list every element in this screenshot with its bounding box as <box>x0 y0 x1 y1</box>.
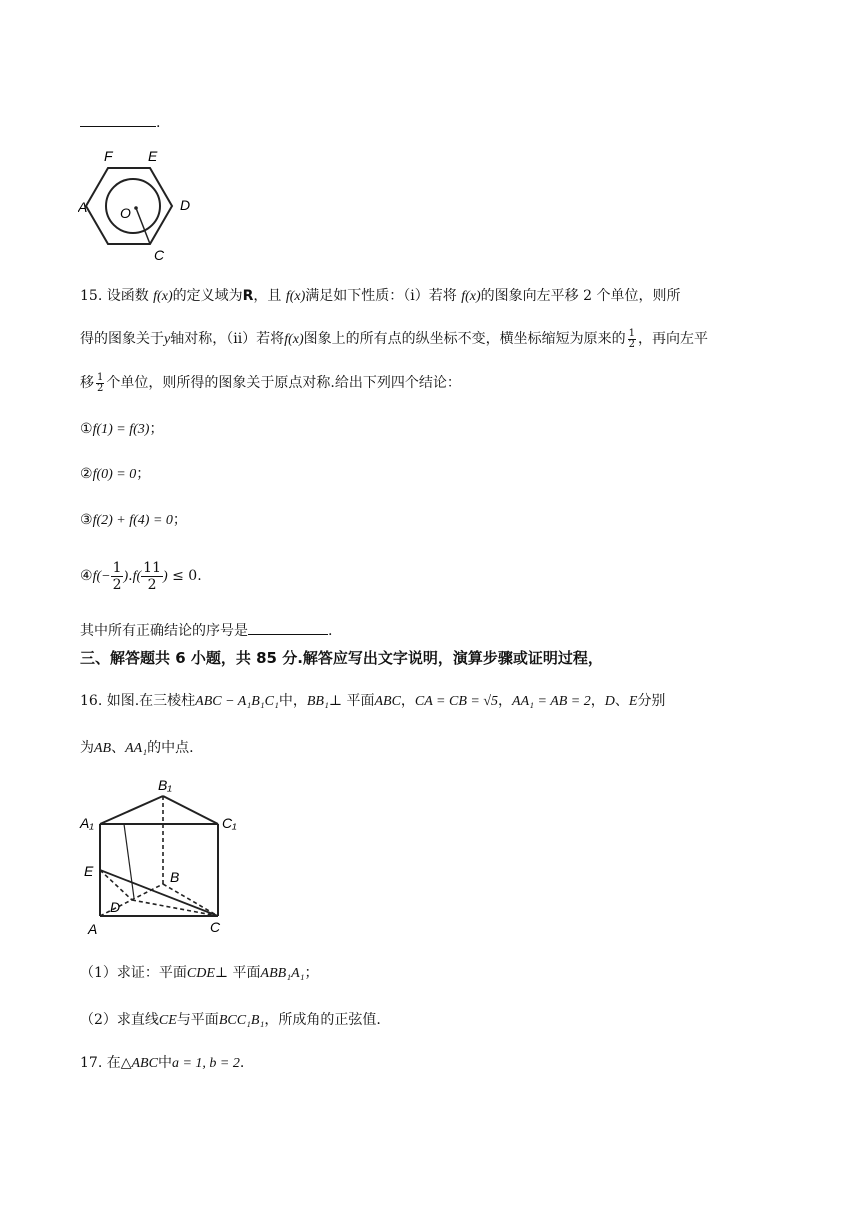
fraction-one-half: $\frac{1}{2}$ <box>628 327 635 350</box>
q15-line-3: 移 $\frac{1}{2}$ 个单位，则所得的图象关于原点对称.给出下列四个结论： <box>80 371 461 394</box>
fraction-one-half: $\frac{1}{2}$ <box>112 559 122 593</box>
previous-answer-blank: . <box>80 112 160 134</box>
q16-line-2: 为AB、AA₁的中点. <box>80 740 194 756</box>
section-3-title: 三、解答题共 6 小题，共 85 分.解答应写出文字说明，演算步骤或证明过程， <box>80 649 603 667</box>
label-F: F <box>104 148 113 164</box>
q16-part-1: （1）求证：平面CDE⊥ 平面ABB₁A₁； <box>80 965 319 981</box>
hexagon-figure <box>78 146 208 266</box>
inscribed-circle <box>106 179 160 233</box>
prism-figure <box>78 772 248 942</box>
label-B1: B₁ <box>158 777 172 793</box>
q15-line-2: 得的图象关于y轴对称，（ii）若将f(x)图象上的所有点的纵坐标不变，横坐标缩短为原来的 $\frac{1}{2}$ ，再向左平 <box>80 327 708 350</box>
fraction-eleven-halves: $\frac{11}{2}$ <box>143 559 161 593</box>
label-B: B <box>170 869 180 885</box>
label-C: C <box>154 247 165 263</box>
segment-oc <box>136 208 150 244</box>
q15-line-1: 15. 设函数 f(x)的定义域为R，且 f(x)满足如下性质：（i）若将 f(x)的图象向左平移 2 个单位，则所 <box>80 288 681 304</box>
q15-answer-line: 其中所有正确结论的序号是 . <box>80 620 332 642</box>
label-E: E <box>84 863 94 879</box>
conclusion-4: ④f(− $\frac{1}{2}$ ).f( $\frac{11}{2}$ ) ≤ 0. <box>80 559 202 593</box>
label-A: A <box>88 921 98 937</box>
label-C1: C₁ <box>222 815 237 831</box>
q16-line-1: 16. 如图.在三棱柱ABC − A₁B₁C₁中，BB₁⊥ 平面ABC，CA = CB = √5，AA₁ = AB = 2，D、E分别 <box>80 693 666 709</box>
label-A: A <box>78 199 88 215</box>
q16-part-2: （2）求直线CE与平面BCC₁B₁，所成角的正弦值. <box>80 1012 381 1028</box>
fraction-one-half: $\frac{1}{2}$ <box>97 371 104 394</box>
label-D: D <box>110 899 121 915</box>
center-point <box>134 206 138 210</box>
conclusion-3: ③f(2) + f(4) = 0； <box>80 512 187 528</box>
answer-blank <box>80 112 156 127</box>
label-O: O <box>120 205 131 221</box>
conclusion-2: ②f(0) = 0； <box>80 466 151 482</box>
label-C: C <box>210 919 221 935</box>
label-D: D <box>180 197 191 213</box>
q17-line: 17. 在△ABC中a = 1, b = 2. <box>80 1055 245 1071</box>
label-A1: A₁ <box>80 815 94 831</box>
conclusion-1: ①f(1) = f(3)； <box>80 421 164 437</box>
answer-blank <box>248 620 328 635</box>
label-E: E <box>148 148 158 164</box>
